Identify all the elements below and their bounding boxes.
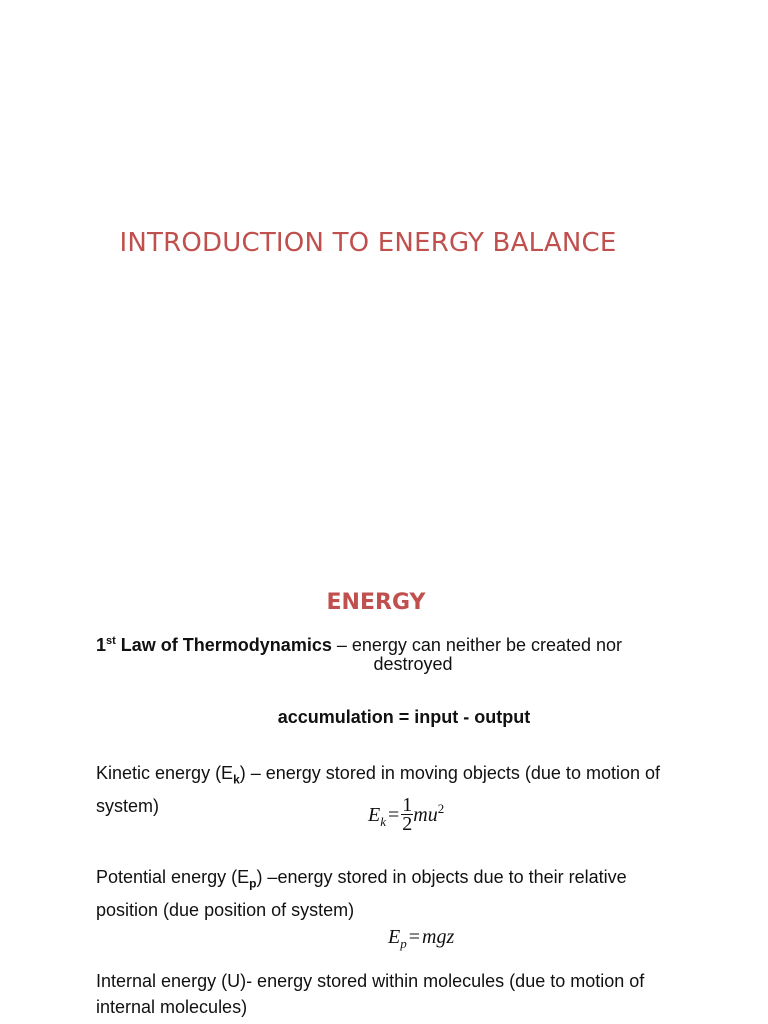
eq-ek-fraction [401,796,413,833]
eq-ek-rhs: mu [413,804,438,827]
section-heading: ENERGY [326,590,426,615]
law-text-line2: destroyed [373,654,453,674]
law-number: 1 [96,635,107,655]
eq-ep-sub: p [400,936,407,951]
eq-ep-rhs: mgz [422,926,455,948]
eq-ep-symbol: E [388,926,401,948]
eq-ek-sub: k [380,814,386,830]
eq-ep-equals: = [408,926,420,948]
eq-ek-equals: = [388,804,400,827]
eq-ek-symbol: E [368,804,381,827]
kinetic-label-post: ) – energy stored in moving objects (due to motion of system) [96,763,660,816]
law-name: Law of Thermodynamics [115,635,332,655]
eq-ek-rhs-sup: 2 [437,801,445,817]
kinetic-label-pre: Kinetic energy (E [96,763,234,783]
kinetic-label-sub: k [233,772,240,787]
potential-energy-paragraph [96,864,666,923]
kinetic-energy-equation [368,794,445,835]
slide-title: INTRODUCTION TO ENERGY BALANCE [119,228,617,258]
potential-energy-equation [388,926,454,952]
potential-label-sub: p [249,876,257,891]
potential-label-pre: Potential energy (E [96,867,250,887]
law-text: – energy can neither be created nor [331,635,623,655]
balance-equation: accumulation = input - output [277,707,531,727]
potential-label-post: ) –energy stored in objects due to their relative position (due position of system) [96,867,627,920]
law-number-suffix: st [106,635,116,647]
eq-ek-numerator: 1 [402,794,413,816]
eq-ek-denominator: 2 [402,813,413,835]
internal-energy-paragraph: Internal energy (U)- energy stored within molecules (due to motion of internal molecules) [96,971,645,1017]
